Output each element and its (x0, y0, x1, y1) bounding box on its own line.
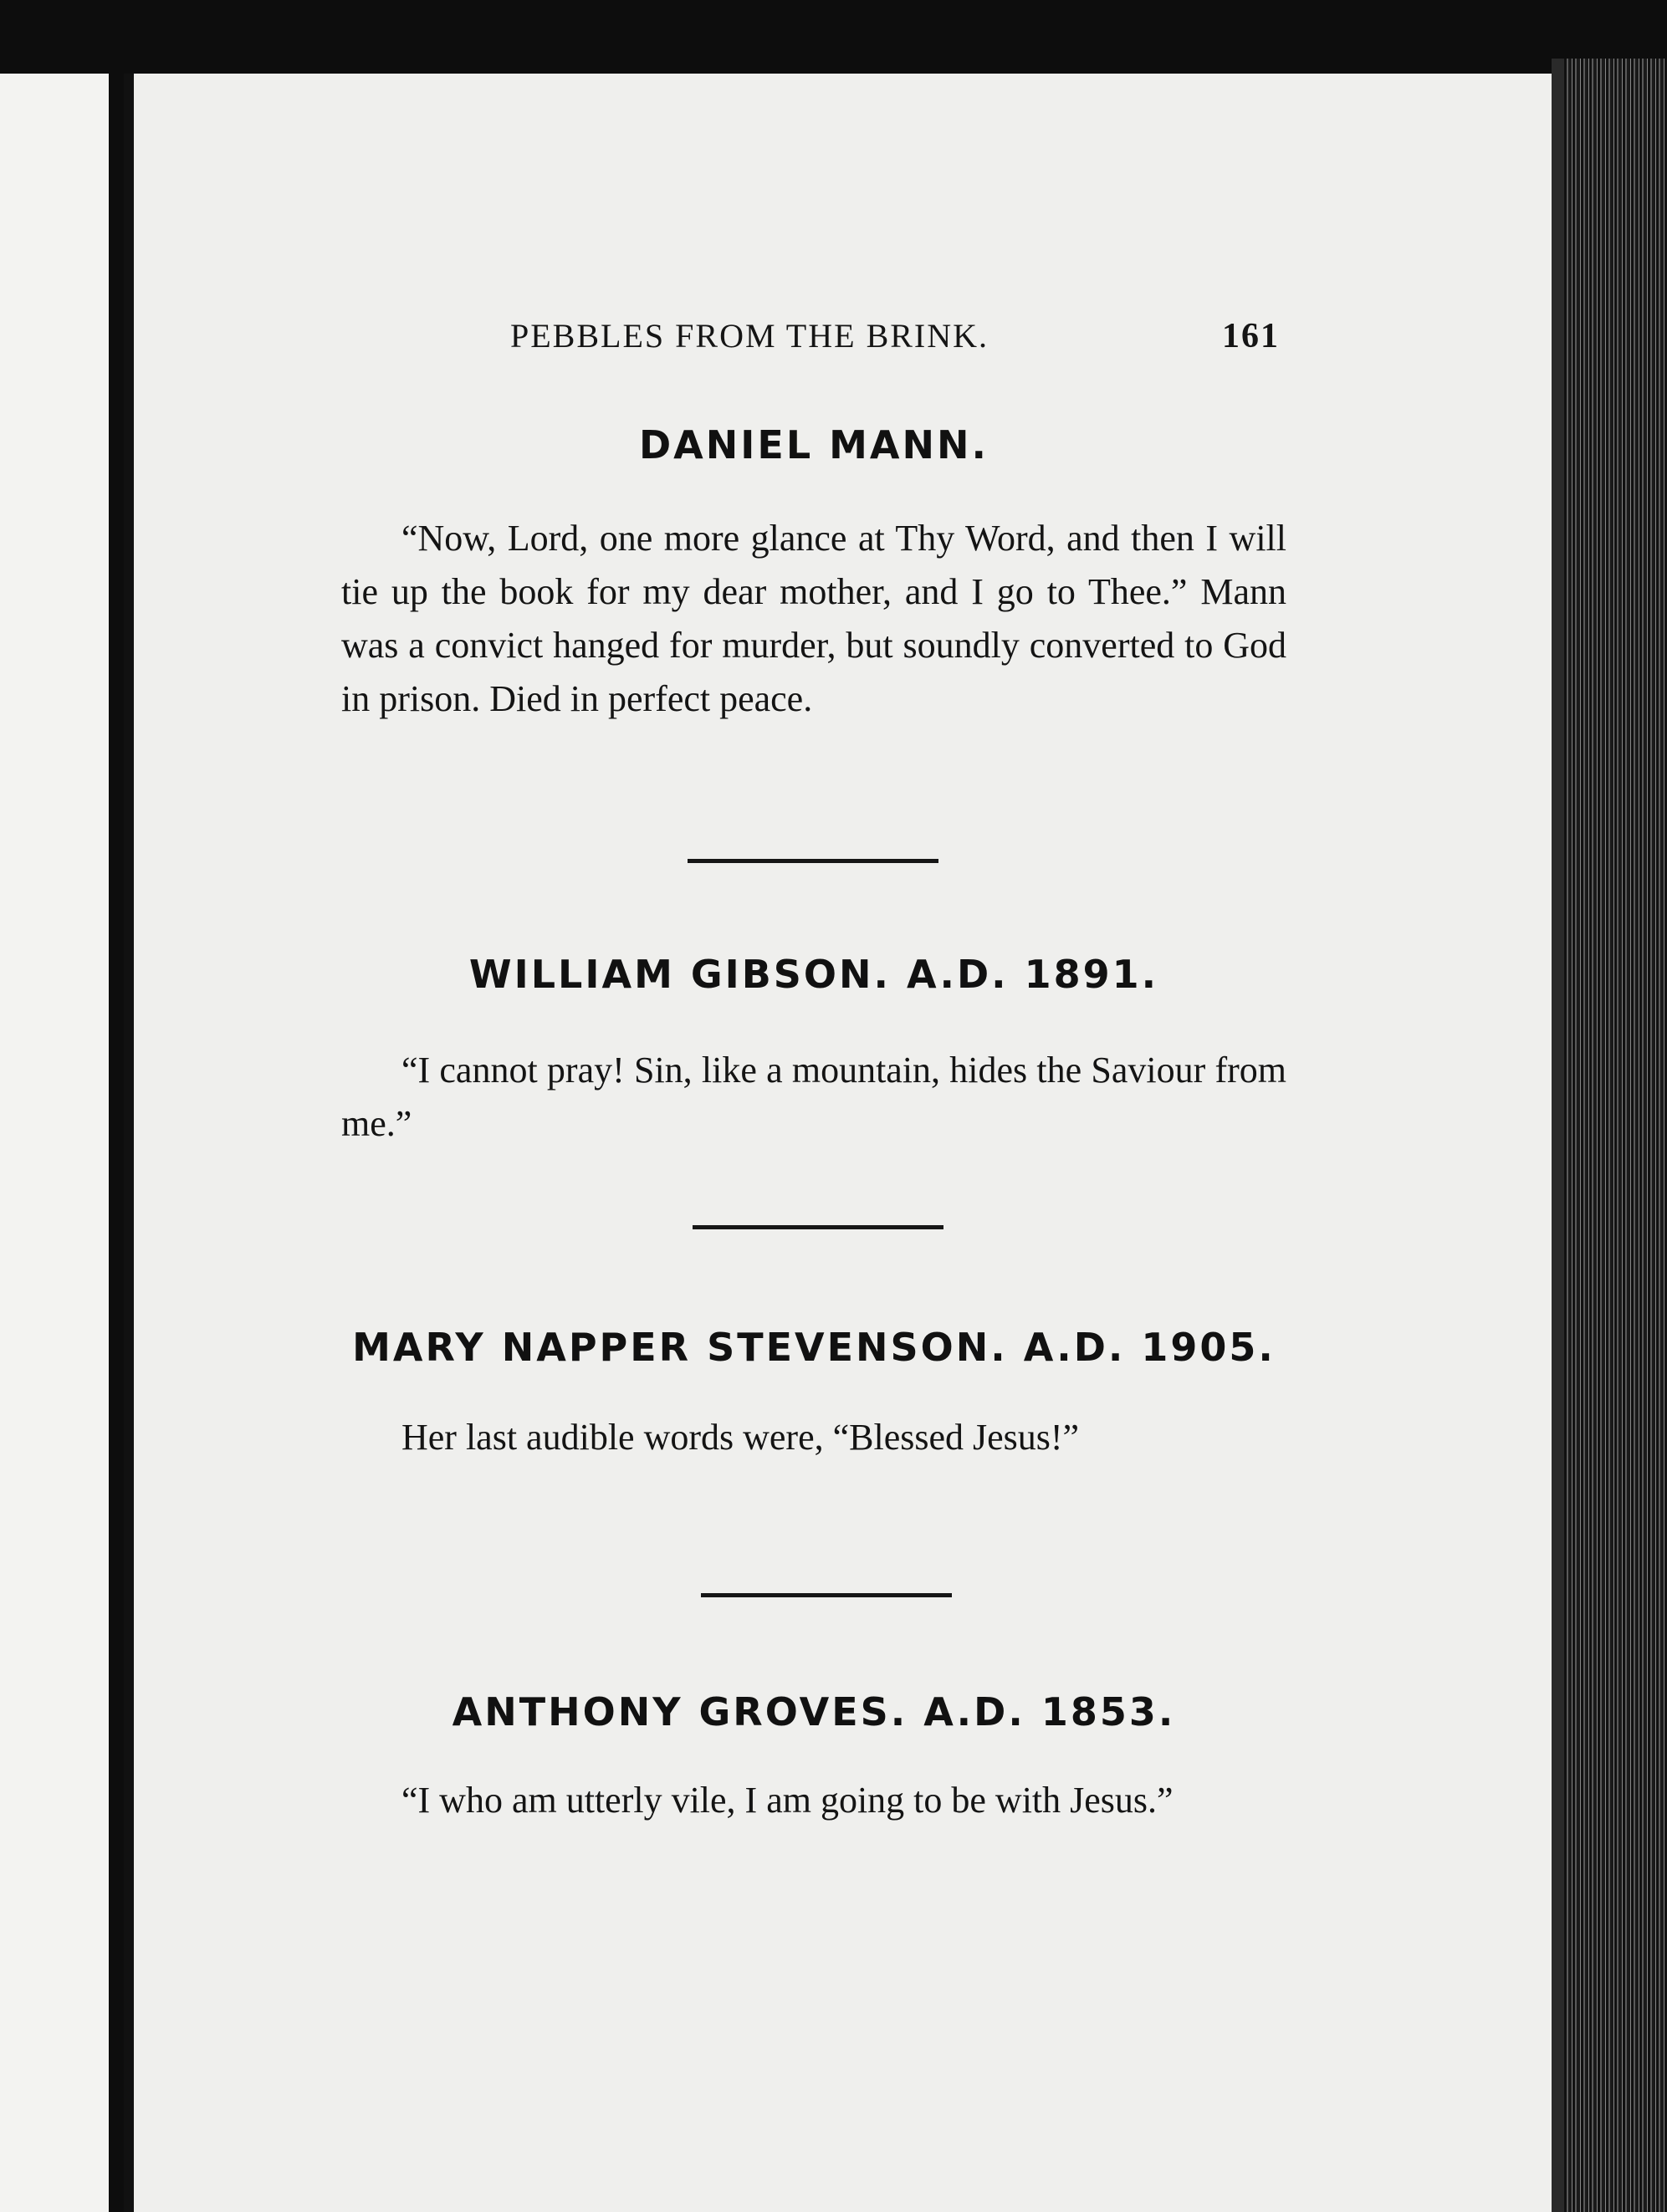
running-title: PEBBLES FROM THE BRINK. (510, 317, 989, 355)
entry-title: WILLIAM GIBSON. A.D. 1891. (468, 952, 1159, 997)
entry-text: “I who am utterly vile, I am going to be with Jesus.” (401, 1780, 1174, 1821)
entry-text: “I cannot pray! Sin, like a mountain, hides the Saviour from me.” (341, 1050, 1286, 1144)
page-stack-edge (1564, 59, 1667, 2212)
entry-title: DANIEL MANN. (639, 422, 989, 467)
entry-text: “Now, Lord, one more glance at Thy Word, and then I will tie up the book for my dear mother, and I go to Thee.” Mann was a convict hanged for murder, but soundly converted to God in prison. Died in perfect peace. (341, 518, 1286, 719)
facing-page-strip (0, 74, 109, 2212)
entry-text: Her last audible words were, “Blessed Jesus!” (401, 1417, 1080, 1458)
section-divider (688, 859, 938, 863)
scan-top-border (0, 0, 1667, 74)
entry-title: MARY NAPPER STEVENSON. A.D. 1905. (352, 1325, 1276, 1370)
entry-title: ANTHONY GROVES. A.D. 1853. (452, 1689, 1176, 1734)
page-spine-line (124, 74, 134, 2212)
running-header (510, 316, 1280, 356)
section-divider (693, 1225, 943, 1229)
page-number: 161 (1222, 317, 1280, 355)
section-divider (701, 1593, 952, 1597)
